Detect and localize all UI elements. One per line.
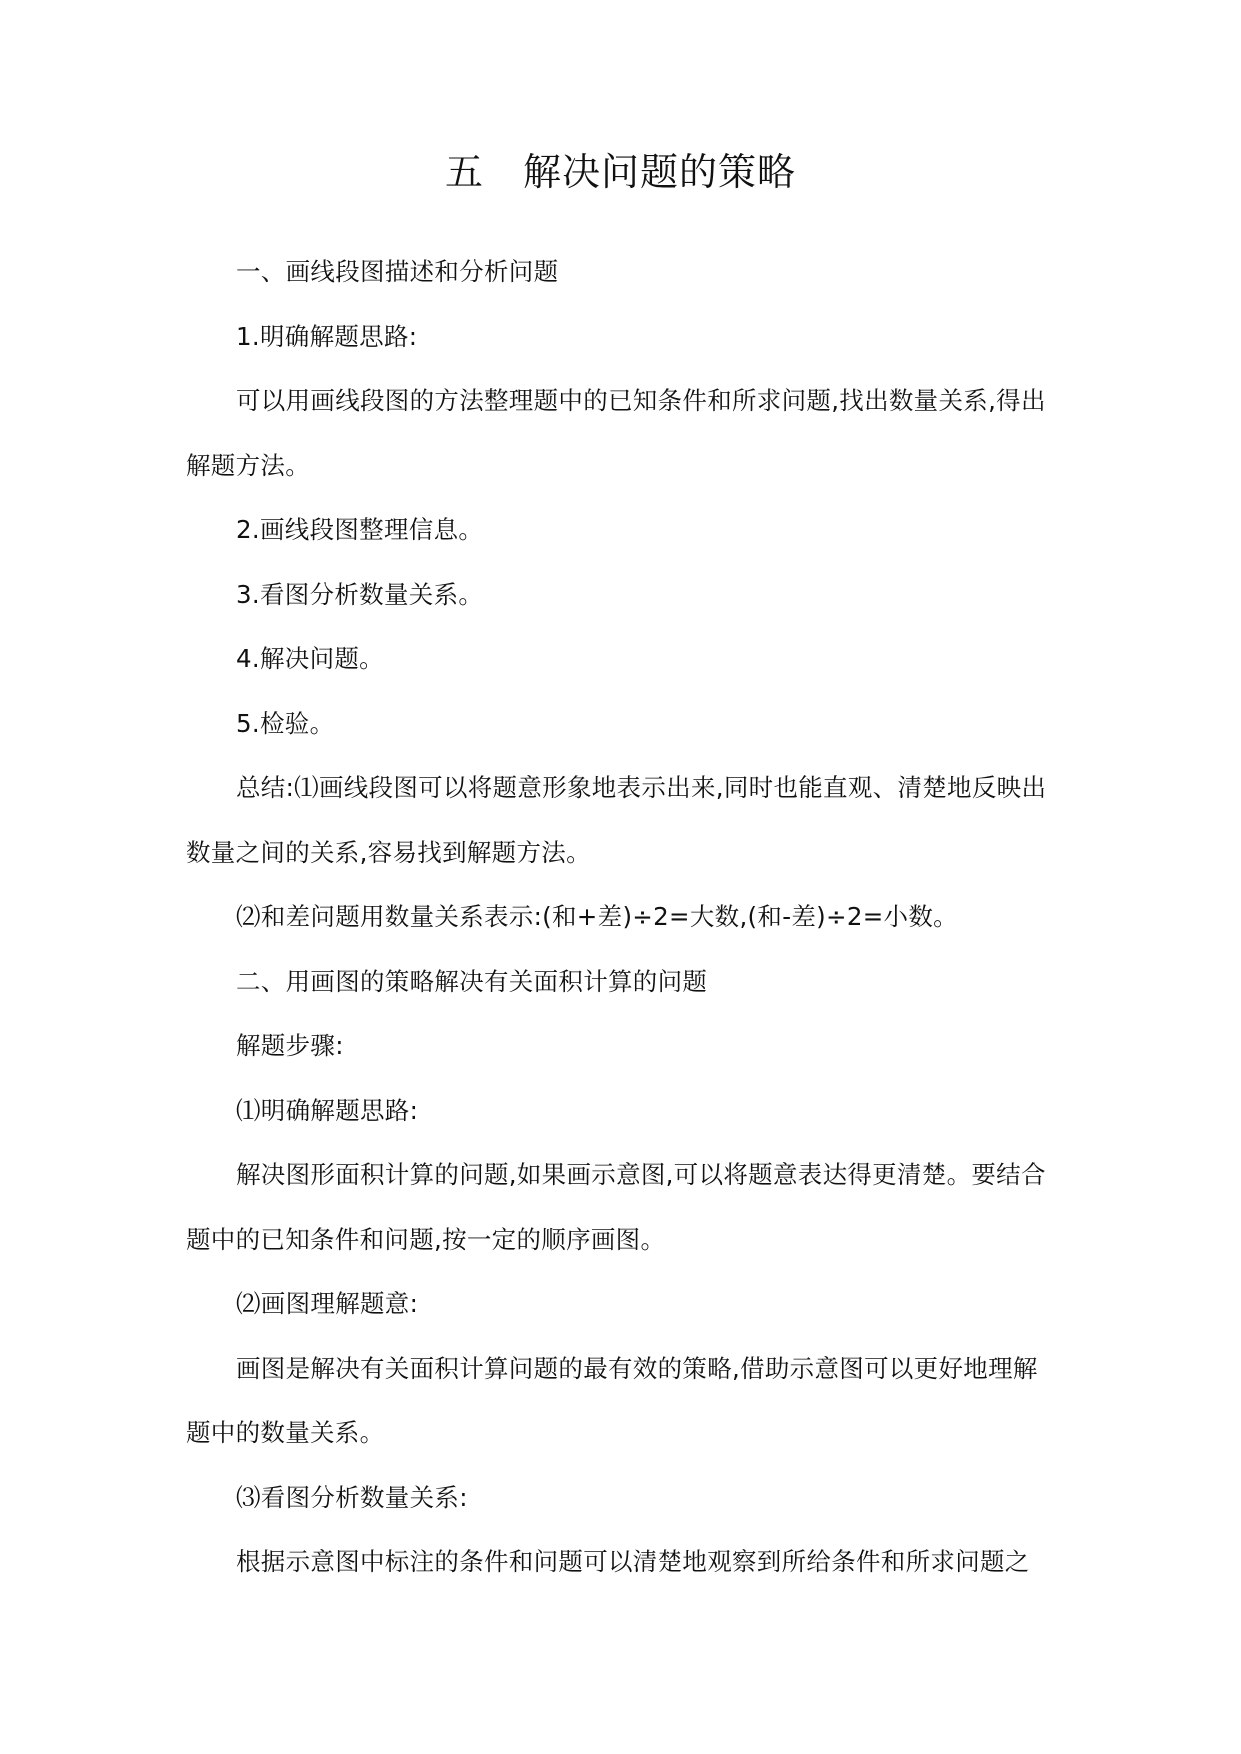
step-2: 2.画线段图整理信息。 — [236, 515, 484, 544]
substep-3: ⑶看图分析数量关系: — [236, 1482, 468, 1512]
substep-2: ⑵画图理解题意: — [236, 1289, 419, 1318]
paragraph: 根据示意图中标注的条件和问题可以清楚地观察到所给条件和所求问题之 — [236, 1547, 1030, 1576]
substep-1: ⑴明确解题思路: — [236, 1095, 419, 1125]
section-heading-1: 一、画线段图描述和分析问题 — [236, 257, 559, 286]
paragraph: 解决图形面积计算的问题,如果画示意图,可以将题意表达得更清楚。要结合题中的已知条件和问题,按一定的顺序画图。 — [186, 1160, 1046, 1254]
step-4: 4.解决问题。 — [236, 644, 384, 673]
document-body — [186, 240, 1052, 1595]
step-3: 3.看图分析数量关系。 — [236, 579, 484, 609]
summary-2: ⑵和差问题用数量关系表示:(和+差)÷2=大数,(和-差)÷2=小数。 — [236, 902, 958, 931]
paragraph: 画图是解决有关面积计算问题的最有效的策略,借助示意图可以更好地理解题中的数量关系。 — [186, 1353, 1038, 1447]
section-heading-2: 二、用画图的策略解决有关面积计算的问题 — [236, 966, 708, 996]
step-1: 1.明确解题思路: — [236, 321, 418, 351]
step-5: 5.检验。 — [236, 708, 335, 738]
page-title: 五 解决问题的策略 — [444, 150, 796, 194]
steps-heading: 解题步骤: — [236, 1031, 344, 1060]
paragraph: 可以用画线段图的方法整理题中的已知条件和所求问题,找出数量关系,得出解题方法。 — [186, 386, 1046, 480]
summary-1: 总结:⑴画线段图可以将题意形象地表示出来,同时也能直观、清楚地反映出数量之间的关系,容易找到解题方法。 — [186, 773, 1047, 867]
